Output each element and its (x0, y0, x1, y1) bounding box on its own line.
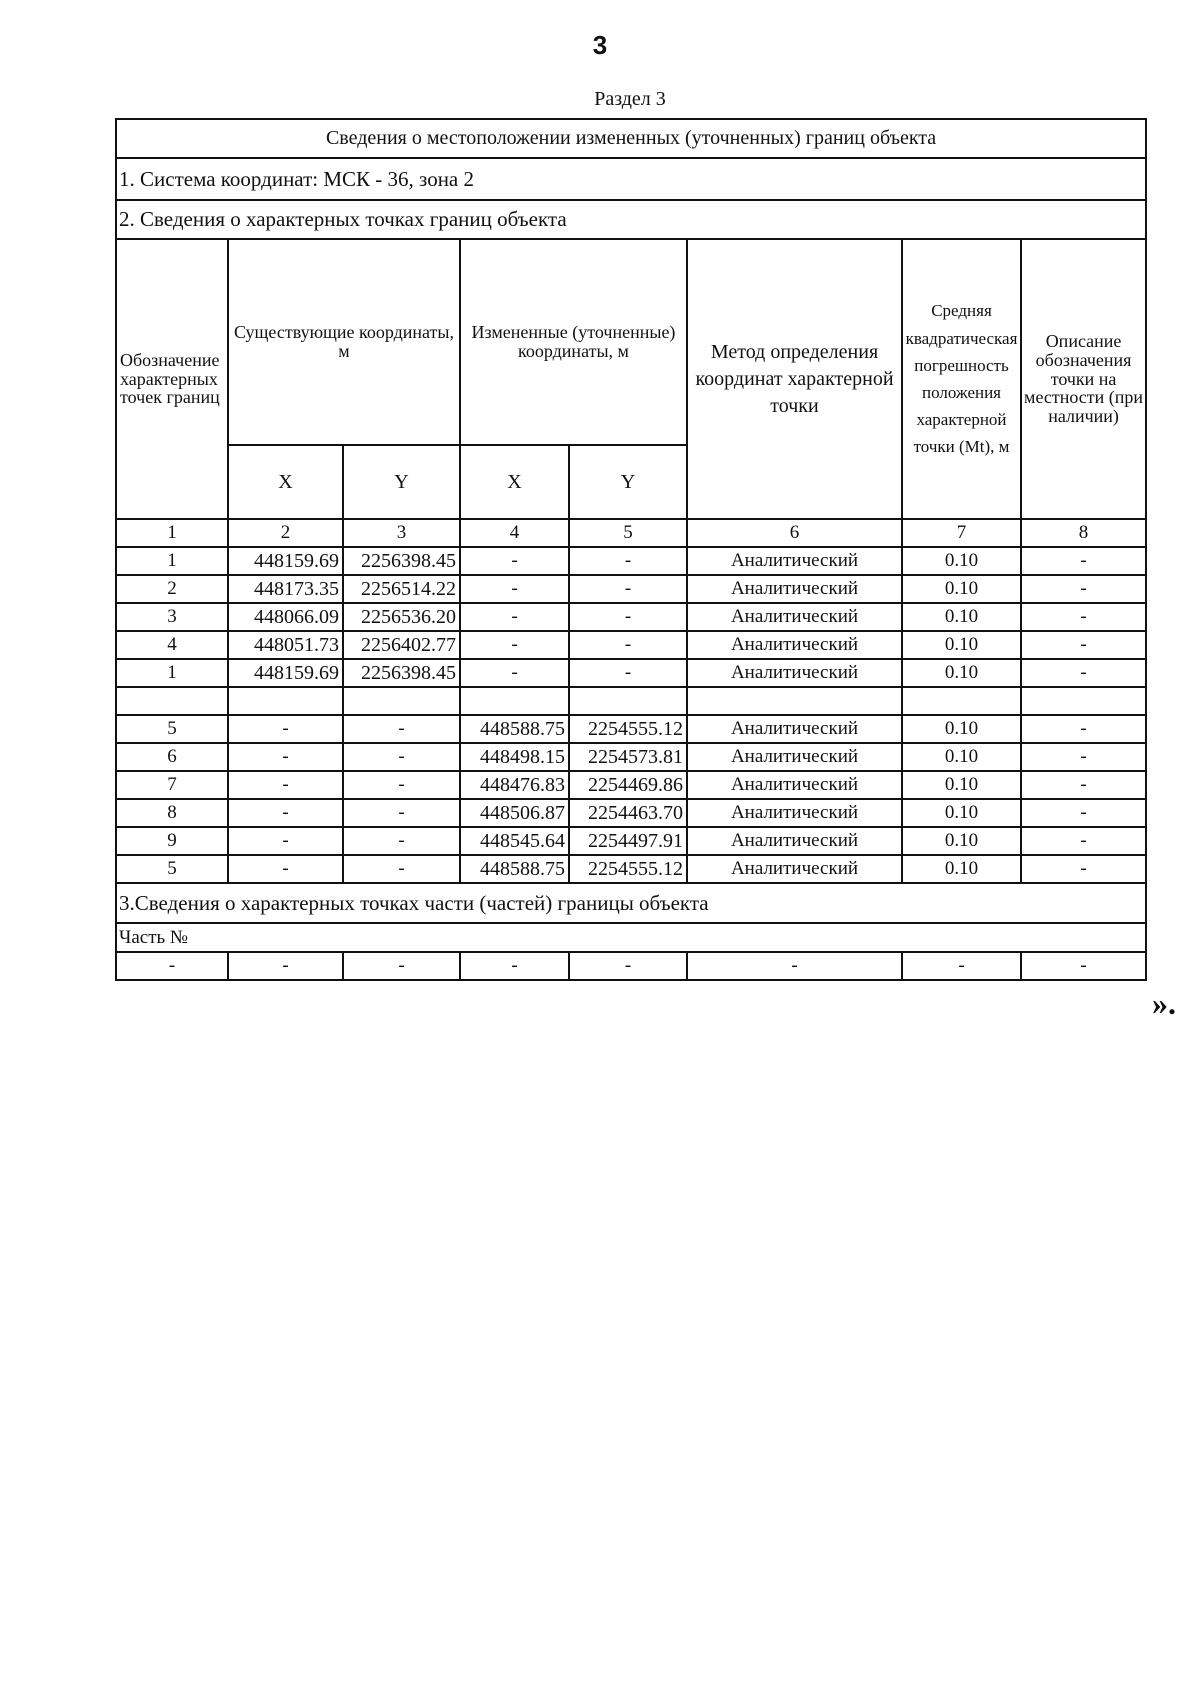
table-cell: Аналитический (687, 659, 902, 687)
table-cell: 448051.73 (228, 631, 343, 659)
table-cell: - (460, 603, 569, 631)
table-cell: 1 (116, 659, 228, 687)
column-number: 2 (228, 519, 343, 547)
table-cell: 448173.35 (228, 575, 343, 603)
table-cell (228, 687, 343, 715)
table-cell: - (460, 659, 569, 687)
table-row (116, 659, 1146, 687)
table-cell: 448506.87 (460, 799, 569, 827)
table-cell: 2254497.91 (569, 827, 687, 855)
header-method: Метод определения координат характерной точки (687, 239, 902, 519)
closing-quote-mark: ». (1152, 985, 1176, 1021)
table-cell: - (460, 631, 569, 659)
table-cell: - (460, 575, 569, 603)
table-row (116, 631, 1146, 659)
table-cell: 0.10 (902, 631, 1021, 659)
table-title: Сведения о местоположении измененных (уточненных) границ объекта (116, 119, 1146, 158)
table-row (116, 827, 1146, 855)
table-cell: - (228, 771, 343, 799)
table-cell: - (1021, 771, 1146, 799)
table-cell: Аналитический (687, 799, 902, 827)
table-cell: 7 (116, 771, 228, 799)
table-cell: - (228, 715, 343, 743)
table-cell: 448588.75 (460, 715, 569, 743)
table-cell (1021, 687, 1146, 715)
table-cell: 5 (116, 855, 228, 883)
table-cell: - (902, 952, 1021, 980)
table-cell: 2254555.12 (569, 855, 687, 883)
table-cell: 5 (116, 715, 228, 743)
table-cell: 448066.09 (228, 603, 343, 631)
points-heading: 2. Сведения о характерных точках границ объекта (116, 200, 1146, 239)
table-cell (343, 687, 460, 715)
table-cell: Аналитический (687, 575, 902, 603)
table-cell: - (569, 547, 687, 575)
table-row (116, 743, 1146, 771)
table-cell: 3 (116, 603, 228, 631)
table-cell: 448159.69 (228, 547, 343, 575)
parts-heading: 3.Сведения о характерных точках части (частей) границы объекта (116, 883, 1146, 923)
table-cell: - (569, 631, 687, 659)
table-cell: - (1021, 659, 1146, 687)
table-cell: - (228, 952, 343, 980)
coordinate-system: 1. Система координат: МСК - 36, зона 2 (116, 158, 1146, 200)
table-cell: 1 (116, 547, 228, 575)
table-cell: 0.10 (902, 659, 1021, 687)
data-rows (116, 547, 1146, 883)
table-cell: - (569, 952, 687, 980)
table-row (116, 603, 1146, 631)
header-existing-coordinates: Существующие координаты, м (228, 239, 460, 445)
table-cell: 6 (116, 743, 228, 771)
table-cell: 2254463.70 (569, 799, 687, 827)
table-cell: - (343, 827, 460, 855)
table-cell (902, 687, 1021, 715)
table-cell: - (1021, 827, 1146, 855)
table-cell: - (1021, 603, 1146, 631)
table-cell: - (116, 952, 228, 980)
table-cell: - (343, 771, 460, 799)
column-number: 8 (1021, 519, 1146, 547)
table-row (116, 715, 1146, 743)
table-cell: 2256514.22 (343, 575, 460, 603)
table-cell: - (1021, 855, 1146, 883)
table-row (116, 799, 1146, 827)
table-row (116, 575, 1146, 603)
table-cell: 0.10 (902, 715, 1021, 743)
table-cell: - (687, 952, 902, 980)
table-cell (569, 687, 687, 715)
table-cell: - (228, 855, 343, 883)
header-description: Описание обозначения точки на местности (при наличии) (1021, 239, 1146, 519)
header-point-designation: Обозначение характерных точек границ (116, 239, 228, 519)
table-row (116, 547, 1146, 575)
table-cell: - (1021, 547, 1146, 575)
table-cell: 9 (116, 827, 228, 855)
column-number: 1 (116, 519, 228, 547)
table-cell: - (343, 799, 460, 827)
table-cell: 2256402.77 (343, 631, 460, 659)
table-cell: 0.10 (902, 799, 1021, 827)
table-cell: Аналитический (687, 603, 902, 631)
table-cell: - (228, 827, 343, 855)
table-cell: 0.10 (902, 827, 1021, 855)
table-cell: 448159.69 (228, 659, 343, 687)
table-cell: - (1021, 952, 1146, 980)
table-cell: - (460, 952, 569, 980)
table-cell: - (343, 715, 460, 743)
table-cell: Аналитический (687, 715, 902, 743)
table-cell: - (228, 743, 343, 771)
table-cell: 2254573.81 (569, 743, 687, 771)
table-cell: - (1021, 715, 1146, 743)
table-cell: - (228, 799, 343, 827)
table-cell: - (460, 547, 569, 575)
part-label: Часть № (116, 923, 1146, 952)
header-changed-y: Y (569, 445, 687, 519)
table-cell (460, 687, 569, 715)
table-cell: Аналитический (687, 743, 902, 771)
header-existing-x: X (228, 445, 343, 519)
header-existing-y: Y (343, 445, 460, 519)
table-cell: 0.10 (902, 547, 1021, 575)
table-cell: 2256398.45 (343, 659, 460, 687)
table-cell: - (569, 603, 687, 631)
table-cell: 0.10 (902, 575, 1021, 603)
column-number-row (116, 519, 1146, 547)
boundary-points-table (115, 118, 1147, 981)
table-cell: 0.10 (902, 743, 1021, 771)
table-cell: Аналитический (687, 631, 902, 659)
column-number: 3 (343, 519, 460, 547)
table-cell: Аналитический (687, 771, 902, 799)
table-cell: 448588.75 (460, 855, 569, 883)
table-cell: 8 (116, 799, 228, 827)
table-cell: 0.10 (902, 855, 1021, 883)
table-cell: 2256398.45 (343, 547, 460, 575)
table-row (116, 771, 1146, 799)
table-cell: Аналитический (687, 827, 902, 855)
column-number: 5 (569, 519, 687, 547)
table-cell: - (1021, 631, 1146, 659)
table-cell: 2254469.86 (569, 771, 687, 799)
table-cell: 2254555.12 (569, 715, 687, 743)
table-cell: 448476.83 (460, 771, 569, 799)
page-number: 3 (592, 30, 608, 60)
table-cell: 0.10 (902, 771, 1021, 799)
table-cell: Аналитический (687, 547, 902, 575)
table-cell: - (1021, 799, 1146, 827)
table-cell: 448545.64 (460, 827, 569, 855)
column-number: 7 (902, 519, 1021, 547)
table-cell: - (569, 575, 687, 603)
table-cell: 0.10 (902, 603, 1021, 631)
table-row (116, 855, 1146, 883)
part-data-row (116, 952, 1146, 980)
header-changed-x: X (460, 445, 569, 519)
table-cell: - (343, 952, 460, 980)
table-cell: - (343, 743, 460, 771)
table-cell: Аналитический (687, 855, 902, 883)
table-row (116, 687, 1146, 715)
table-cell: - (1021, 575, 1146, 603)
header-error: Средняя квадратическая погрешность положения характерной точки (Mt), м (902, 239, 1021, 519)
table-cell: 448498.15 (460, 743, 569, 771)
column-number: 4 (460, 519, 569, 547)
table-cell: 2256536.20 (343, 603, 460, 631)
table-cell: - (343, 855, 460, 883)
header-changed-coordinates: Измененные (уточненные) координаты, м (460, 239, 687, 445)
table-cell (687, 687, 902, 715)
table-cell: 2 (116, 575, 228, 603)
section-label: Раздел 3 (594, 88, 666, 110)
table-cell: - (1021, 743, 1146, 771)
table-cell: 4 (116, 631, 228, 659)
column-number: 6 (687, 519, 902, 547)
table-cell: - (569, 659, 687, 687)
table-cell (116, 687, 228, 715)
